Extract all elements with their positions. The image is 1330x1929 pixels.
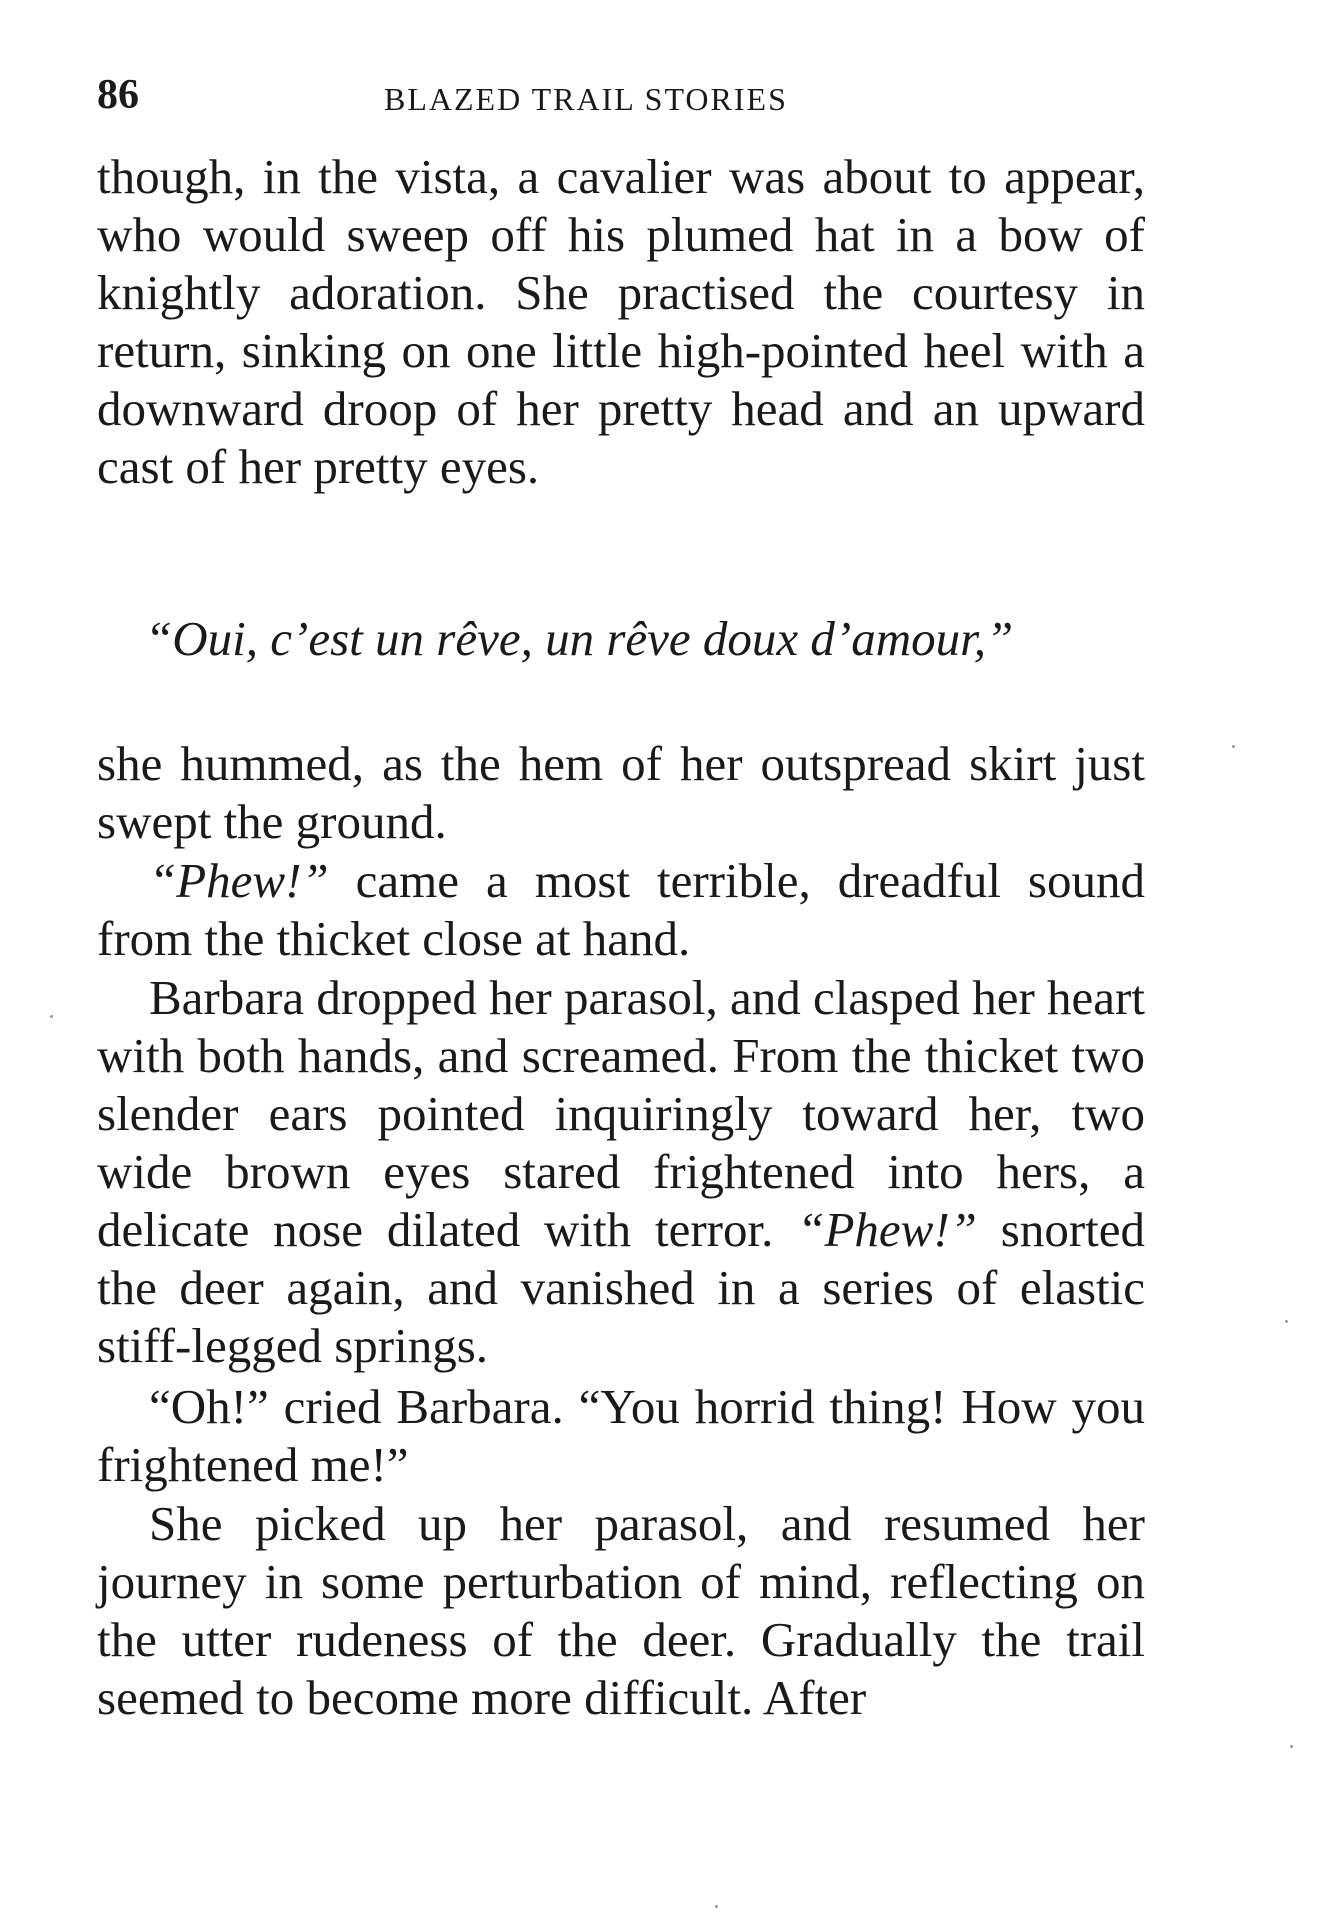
paragraph-4-text: Barbara dropped her parasol, and clasped her heart with both hands, and screamed. From the thicket two slender ears pointed inquiringly toward her, two wide brown eyes stared frightened into hers, a delicate nose dilated with terror. (97, 970, 1145, 1257)
paragraph-1: though, in the vista, a cavalier was about to appear, who would sweep off his plumed hat in a bow of knightly adoration. She practised the courtesy in return, sinking on one little high-pointed heel with a downward droop of her pretty head and an upward cast of her pretty eyes. (97, 149, 1145, 494)
exclamation-phew: “Phew!” (149, 853, 329, 908)
paragraph-3 (97, 852, 1145, 968)
page-number: 86 (97, 72, 139, 118)
verse-quote: “Oui, c’est un rêve, un rêve doux d’amour,” (145, 611, 1014, 666)
paper-speck (1285, 1320, 1288, 1323)
paragraph-2: she hummed, as the hem of her outspread skirt just swept the ground. (97, 736, 1145, 849)
paper-speck (715, 1905, 718, 1908)
paper-speck (1232, 745, 1235, 748)
paragraph-4 (97, 969, 1145, 1375)
paper-speck (1290, 1745, 1293, 1748)
exclamation-phew-2: “Phew!” (797, 1202, 977, 1257)
paragraph-5: “Oh!” cried Barbara. “You horrid thing! How you frightened me!” (97, 1379, 1145, 1492)
paper-speck (50, 1015, 53, 1018)
paragraph-6: She picked up her parasol, and resumed her journey in some perturbation of mind, reflecting on the utter rudeness of the deer. Gradually the trail seemed to become more difficult. After (97, 1496, 1145, 1725)
running-head: BLAZED TRAIL STORIES (384, 81, 788, 117)
paragraph-3-text: came a most terrible, dreadful sound from the thicket close at hand. (97, 853, 1145, 966)
page-header (97, 70, 1145, 120)
paragraph-4-rest: snorted the deer again, and vanished in a series of elastic stiff-legged springs. (97, 1202, 1146, 1373)
